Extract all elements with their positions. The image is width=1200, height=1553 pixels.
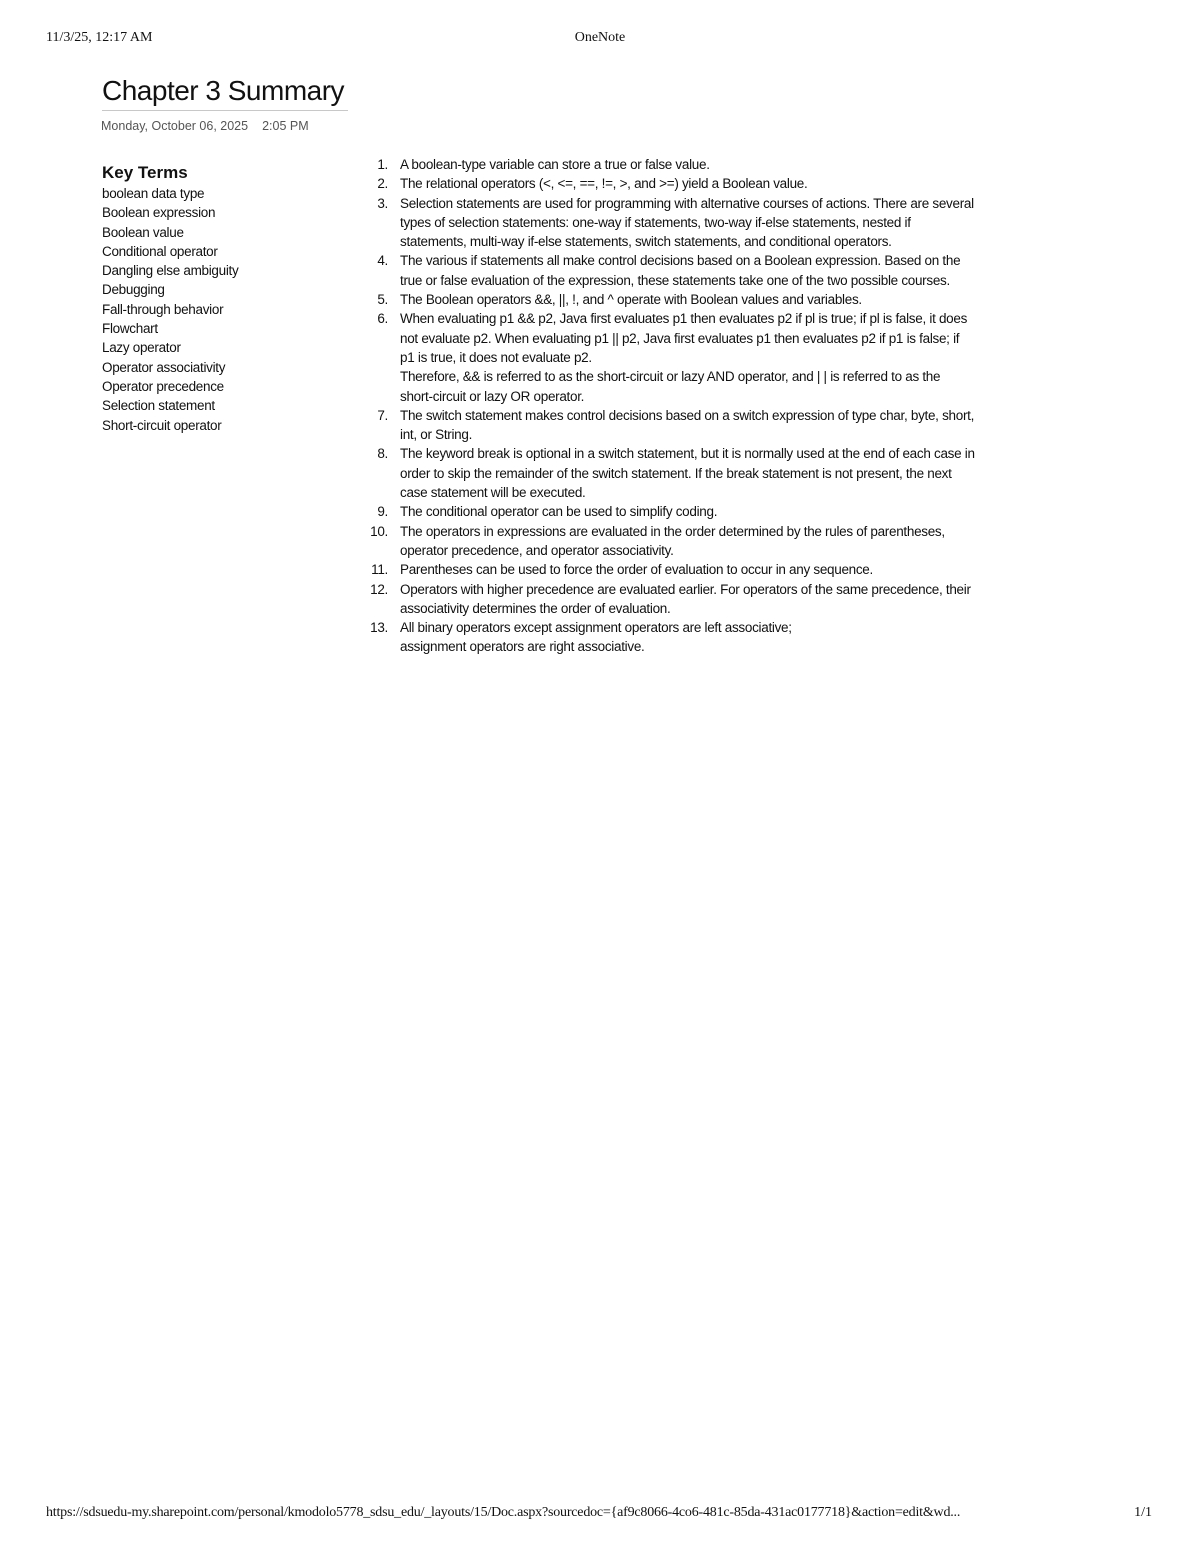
key-term-item: Boolean expression	[102, 205, 216, 221]
summary-item-text	[400, 155, 975, 174]
print-footer-url: https://sdsuedu-my.sharepoint.com/personal/kmodolo5778_sdsu_edu/_layouts/15/Doc.aspx?sourcedoc={af9c8066-4co6-481c-85da-431ac0177718}&action=edit&wd...	[46, 1505, 961, 1520]
summary-item-line: The operators in expressions are evaluated in the order determined by the rules of parentheses, operator precedence, and operator associativity.	[400, 523, 945, 558]
page-time: 2:05 PM	[262, 119, 309, 133]
summary-item-number: 7.	[377, 407, 388, 423]
print-header-datetime: 11/3/25, 12:17 AM	[46, 30, 153, 45]
summary-item-line: The conditional operator can be used to simplify coding.	[400, 504, 718, 520]
summary-item	[360, 174, 975, 193]
summary-item-line: Therefore, && is referred to as the short-circuit or lazy AND operator, and | | is referred to as the short-circuit or lazy OR operator.	[400, 369, 941, 404]
summary-item	[360, 194, 975, 252]
summary-item-line: Operators with higher precedence are evaluated earlier. For operators of the same precedence, their associativity determines the order of evaluation.	[400, 581, 971, 616]
summary-item-line: The switch statement makes control decisions based on a switch expression of type char, byte, short, int, or String.	[400, 407, 975, 443]
summary-item-line: The various if statements all make control decisions based on a Boolean expression. Based on the true or false evaluation of the expression, these statements take one of the two possible courses.	[400, 253, 961, 288]
summary-item-text	[400, 522, 975, 561]
key-terms-heading: Key Terms	[102, 163, 188, 182]
summary-item-text	[400, 580, 975, 619]
summary-item	[360, 251, 975, 290]
page-title-container[interactable]	[102, 74, 348, 111]
summary-item	[360, 309, 975, 405]
summary-item-line: All binary operators except assignment operators are left associative;	[400, 620, 792, 636]
summary-item-line: The Boolean operators &&, ||, !, and ^ operate with Boolean values and variables.	[400, 292, 862, 308]
summary-item-number: 10.	[370, 523, 388, 539]
summary-item	[360, 522, 975, 561]
summary-item-number: 2.	[377, 176, 388, 192]
summary-item-line: The relational operators (<, <=, ==, !=, >, and >=) yield a Boolean value.	[400, 176, 808, 192]
key-term-item: Fall-through behavior	[102, 301, 224, 317]
key-term-item: Dangling else ambiguity	[102, 263, 239, 279]
summary-item	[360, 502, 975, 521]
summary-item	[360, 406, 975, 445]
summary-item	[360, 155, 975, 174]
page-date-stamp	[101, 119, 309, 133]
key-term-item: Lazy operator	[102, 340, 181, 356]
key-terms-container[interactable]	[102, 162, 342, 435]
summary-item	[360, 290, 975, 309]
summary-item-number: 1.	[377, 157, 388, 172]
summary-item-number: 4.	[377, 253, 388, 269]
key-term-item: Boolean value	[102, 224, 184, 240]
summary-item-text	[400, 444, 975, 502]
key-term-item: Flowchart	[102, 321, 158, 337]
summary-item-text	[400, 406, 975, 445]
print-header-app-name: OneNote	[574, 30, 626, 45]
page-title[interactable]: Chapter 3 Summary	[102, 75, 345, 106]
summary-item	[360, 580, 975, 619]
summary-item-text	[400, 290, 975, 309]
summary-item-number: 8.	[377, 446, 388, 462]
summary-item-line: A boolean-type variable can store a true or false value.	[400, 157, 710, 172]
key-term-item: Debugging	[102, 282, 165, 298]
summary-item-text	[400, 174, 975, 193]
summary-item-number: 5.	[377, 292, 388, 308]
summary-item-number: 3.	[377, 195, 388, 211]
key-term-item: boolean data type	[102, 186, 205, 201]
summary-item-text	[400, 251, 975, 290]
summary-item-number: 13.	[370, 620, 388, 636]
key-term-item: Operator precedence	[102, 378, 224, 394]
summary-item-text	[400, 560, 975, 579]
summary-list	[360, 155, 975, 657]
summary-item-line: When evaluating p1 && p2, Java first evaluates p1 then evaluates p2 if pl is true; if pl is false, it does not evaluate p2. When evaluating p1 || p2, Java first evaluates p1 then evaluates p2 if p1 is false; if p1 is true, it does not evaluate p2.	[400, 311, 968, 365]
key-term-item: Conditional operator	[102, 243, 218, 259]
print-footer-page-number: 1/1	[1134, 1505, 1152, 1520]
summary-container[interactable]	[360, 155, 975, 657]
summary-item-number: 11.	[371, 562, 388, 578]
summary-item-number: 12.	[370, 581, 388, 597]
summary-item-line: The keyword break is optional in a switch statement, but it is normally used at the end of each case in order to skip the remainder of the switch statement. If the break statement is not present, the next case statement will be executed.	[400, 446, 975, 501]
key-term-item: Short-circuit operator	[102, 417, 222, 433]
key-term-item: Selection statement	[102, 398, 215, 414]
summary-item-number: 9.	[377, 504, 388, 520]
key-term-item: Operator associativity	[102, 359, 226, 375]
page-date: Monday, October 06, 2025	[101, 119, 249, 133]
summary-item	[360, 444, 975, 502]
summary-item	[360, 618, 975, 657]
summary-item-text	[400, 618, 975, 657]
summary-item-text	[400, 309, 975, 405]
key-terms-list	[102, 184, 342, 435]
summary-item-text	[400, 194, 975, 252]
summary-item-line: assignment operators are right associative.	[400, 639, 645, 655]
summary-item-line: Parentheses can be used to force the order of evaluation to occur in any sequence.	[400, 562, 873, 578]
summary-item-number: 6.	[377, 311, 388, 327]
summary-item	[360, 560, 975, 579]
summary-item-text	[400, 502, 975, 521]
summary-item-line: Selection statements are used for programming with alternative courses of actions. There are several types of selection statements: one-way if statements, two-way if-else statements, nested if statements, multi-way if-else statements, switch statements, and conditional operators.	[400, 195, 974, 250]
